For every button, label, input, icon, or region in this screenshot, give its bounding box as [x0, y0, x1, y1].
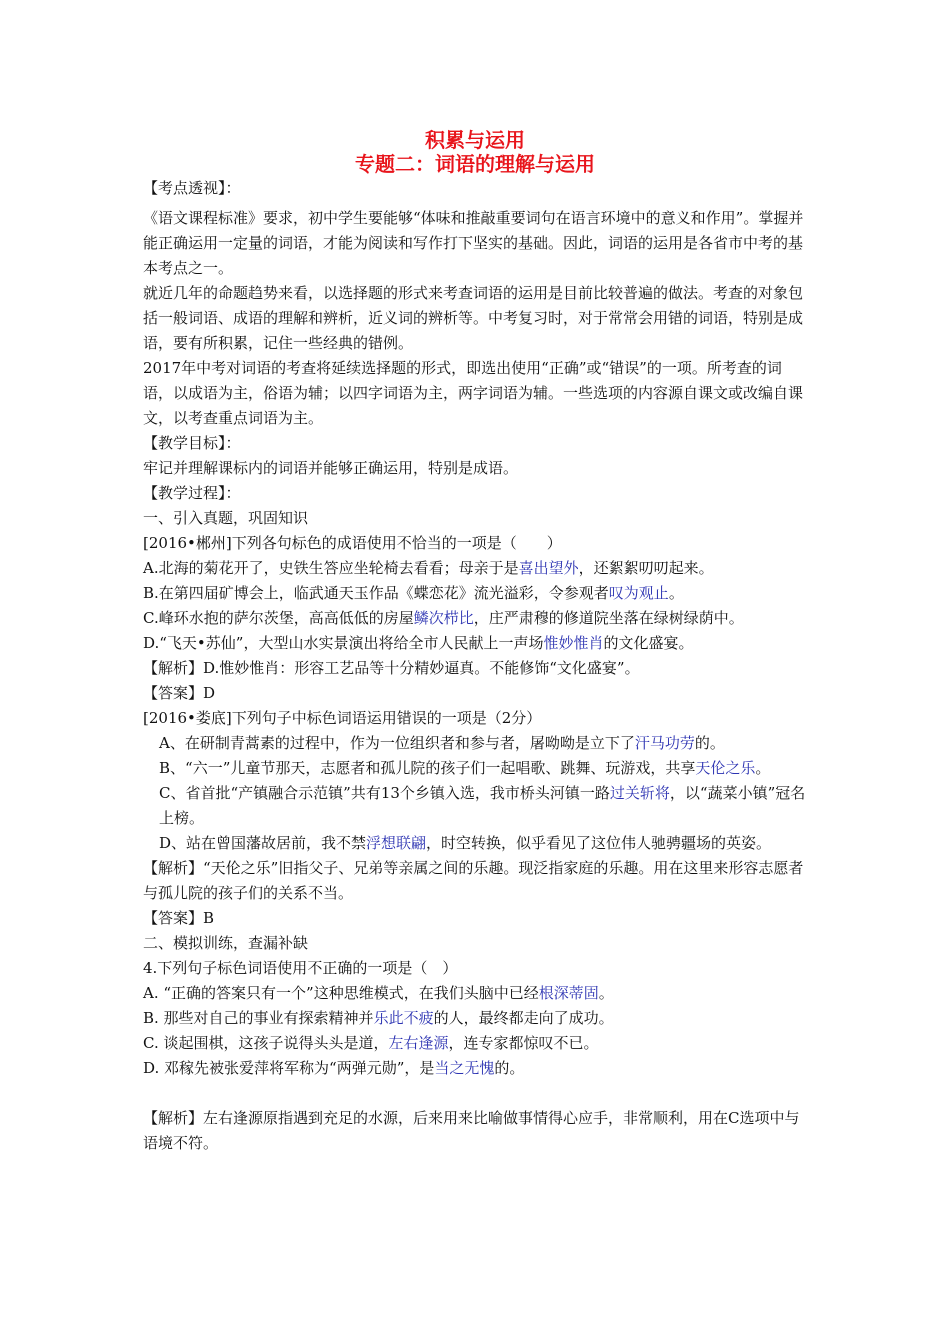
document-title: 积累与运用	[425, 128, 525, 152]
q1-analysis: 【解析】D.惟妙惟肖：形容工艺品等十分精妙逼真。不能修饰“文化盛宴”。	[143, 659, 640, 677]
highlighted-idiom: 当之无愧	[434, 1059, 495, 1077]
q2-option-b	[143, 756, 811, 781]
option-text: 的。	[694, 734, 725, 752]
q2-analysis: 【解析】“天伦之乐”旧指父子、兄弟等亲属之间的乐趣。现泛指家庭的乐趣。用在这里来形容志愿者与孤儿院的孩子们的关系不当。	[143, 859, 804, 902]
q1-answer: 【答案】D	[143, 684, 216, 702]
option-text: ，以“蔬菜小镇”冠名上榜。	[159, 784, 806, 827]
option-text: ，时空转换，似乎看见了这位伟人驰骋疆场的英姿。	[426, 834, 772, 852]
intro-paragraph-1: 《语文课程标准》要求，初中学生要能够“体味和推敲重要词句在语言环境中的意义和作用”。掌握并能正确运用一定量的词语，才能为阅读和写作打下坚实的基础。因此，词语的运用是各省市中考的基本考点之一。	[143, 209, 804, 277]
q1-option-a	[143, 556, 811, 581]
q2-option-d	[143, 831, 811, 856]
part1-heading: 一、引入真题，巩固知识	[143, 509, 309, 527]
option-text: 的文化盛宴。	[603, 634, 694, 652]
option-text: ，还絮絮叨叨起来。	[578, 559, 714, 577]
option-text: 的。	[494, 1059, 525, 1077]
q1-stem: [2016•郴州]下列各句标色的成语使用不恰当的一项是（ ）	[143, 534, 562, 552]
option-text: D. 邓稼先被张爱萍将军称为“两弹元勋”，是	[143, 1059, 435, 1077]
option-text: C、省首批“产镇融合示范镇”共有13个乡镇入选，我市桥头河镇一路	[159, 784, 610, 802]
option-text: D.“飞天•苏仙”，大型山水实景演出将给全市人民献上一声场	[143, 634, 544, 652]
part2-heading: 二、模拟训练，查漏补缺	[143, 934, 309, 952]
q2-stem: [2016•娄底]下列句子中标色词语运用错误的一项是（2分）	[143, 709, 542, 727]
document-subtitle: 专题二：词语的理解与运用	[355, 152, 595, 176]
q2-option-c	[143, 781, 811, 831]
q4-option-d	[143, 1056, 811, 1081]
highlighted-idiom: 根深蒂固	[538, 984, 599, 1002]
q1-option-d	[143, 631, 811, 656]
highlighted-idiom: 左右逢源	[388, 1034, 449, 1052]
option-text: 。	[668, 584, 684, 602]
mubiao-text: 牢记并理解课标内的词语并能够正确运用，特别是成语。	[143, 459, 519, 477]
option-text: 的人，最终都走向了成功。	[433, 1009, 614, 1027]
guocheng-heading: 【教学过程】：	[143, 484, 241, 502]
option-text: 。	[755, 759, 771, 777]
highlighted-idiom: 浮想联翩	[366, 834, 427, 852]
q1-option-b	[143, 581, 811, 606]
option-text: D、站在曾国藩故居前，我不禁	[159, 834, 367, 852]
highlighted-idiom: 乐此不疲	[373, 1009, 434, 1027]
option-text: B.在第四届矿博会上，临武通天玉作品《蝶恋花》流光溢彩，令参观者	[143, 584, 609, 602]
highlighted-idiom: 鳞次栉比	[413, 609, 474, 627]
highlighted-idiom: 天伦之乐	[695, 759, 756, 777]
q4-option-a	[143, 981, 811, 1006]
q4-analysis: 【解析】左右逢源原指遇到充足的水源，后来用来比喻做事情得心应手，非常顺利，用在C选项中与语境不符。	[143, 1109, 800, 1152]
option-text: C. 谈起围棋，这孩子说得头头是道，	[143, 1034, 389, 1052]
q2-option-a	[143, 731, 811, 756]
q4-option-c	[143, 1031, 811, 1056]
q1-option-c	[143, 606, 811, 631]
highlighted-idiom: 惟妙惟肖	[543, 634, 604, 652]
q2-answer: 【答案】B	[143, 909, 215, 927]
option-text: ，庄严肃穆的修道院坐落在绿树绿荫中。	[473, 609, 744, 627]
intro-paragraph-3: 2017年中考对词语的考查将延续选择题的形式，即选出使用“正确”或“错误”的一项。所考查的词语，以成语为主，俗语为辅；以四字词语为主，两字词语为辅。一些选项的内容源自课文或改编自课文，以考查重点词语为主。	[143, 359, 804, 427]
document-body	[143, 176, 811, 1156]
option-text: B. 那些对自己的事业有探索精神并	[143, 1009, 374, 1027]
option-text: A.北海的菊花开了，史铁生答应坐轮椅去看看；母亲于是	[143, 559, 519, 577]
option-text: B、“六一”儿童节那天，志愿者和孤儿院的孩子们一起唱歌、跳舞、玩游戏，共享	[159, 759, 696, 777]
q4-stem: 4.下列句子标色词语使用不正确的一项是（ ）	[143, 959, 458, 977]
kaodian-heading: 【考点透视】：	[143, 179, 241, 197]
option-text: C.峰环水抱的萨尔茨堡，高高低低的房屋	[143, 609, 414, 627]
highlighted-idiom: 汗马功劳	[634, 734, 695, 752]
q4-option-b	[143, 1006, 811, 1031]
highlighted-idiom: 过关斩将	[609, 784, 670, 802]
intro-paragraph-2: 就近几年的命题趋势来看，以选择题的形式来考查词语的运用是目前比较普遍的做法。考查的对象包括一般词语、成语的理解和辨析，近义词的辨析等。中考复习时，对于常常会用错的词语，特别是成语，要有所积累，记住一些经典的错例。	[143, 284, 804, 352]
option-text: 。	[598, 984, 614, 1002]
option-text: A. “正确的答案只有一个”这种思维模式，在我们头脑中已经	[143, 984, 539, 1002]
mubiao-heading: 【教学目标】：	[143, 434, 241, 452]
highlighted-idiom: 叹为观止	[608, 584, 669, 602]
option-text: A、在研制青蒿素的过程中，作为一位组织者和参与者，屠呦呦是立下了	[159, 734, 635, 752]
option-text: ，连专家都惊叹不已。	[448, 1034, 599, 1052]
highlighted-idiom: 喜出望外	[518, 559, 579, 577]
